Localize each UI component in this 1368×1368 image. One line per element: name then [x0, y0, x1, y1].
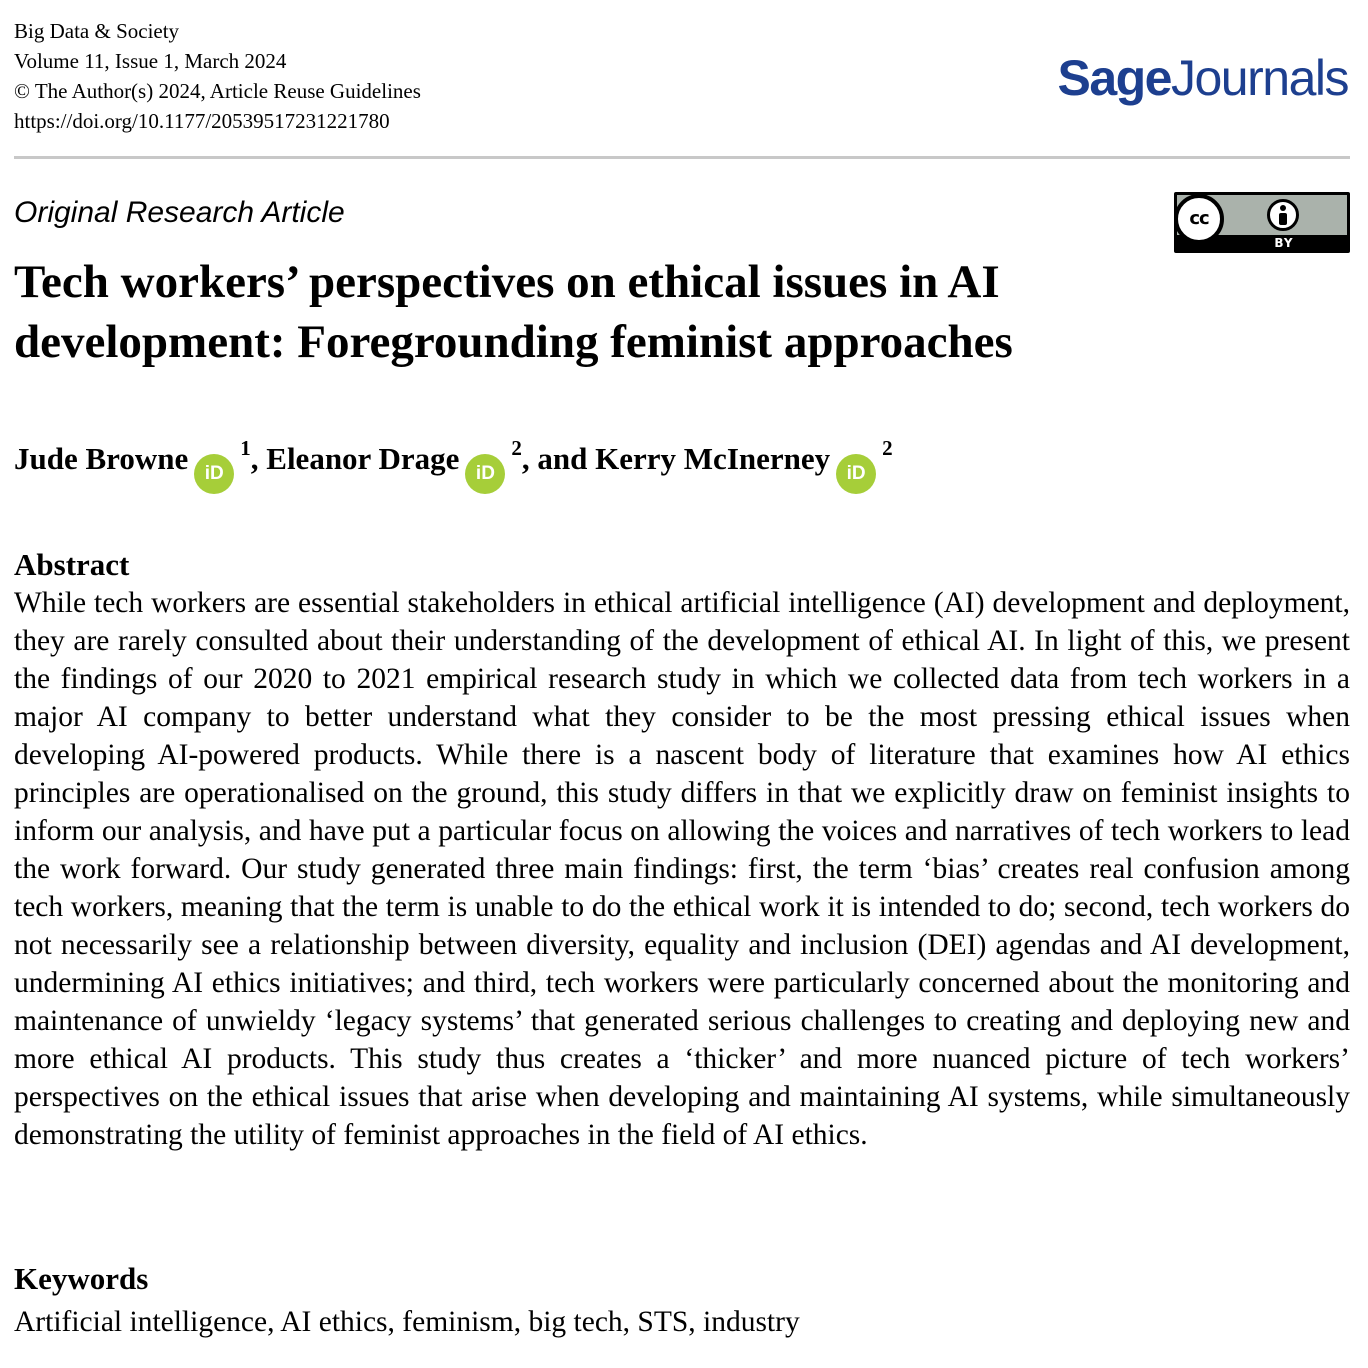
author-list [14, 436, 893, 494]
author-name[interactable]: Jude Browne [14, 441, 189, 476]
cc-icon: cc [1174, 194, 1224, 244]
author-separator: , and [521, 441, 596, 476]
affiliation-marker[interactable]: 2 [882, 436, 893, 460]
author-name[interactable]: Eleanor Drage [266, 441, 460, 476]
author-separator: , [250, 441, 267, 476]
journal-name[interactable]: Big Data & Society [14, 19, 180, 43]
doi-link[interactable]: https://doi.org/10.1177/20539517231221780 [14, 109, 390, 133]
abstract-heading: Abstract [14, 547, 130, 582]
logo-word-sage: Sage [1057, 50, 1171, 106]
sage-journals-logo[interactable] [1057, 48, 1348, 108]
logo-word-journals: Journals [1171, 50, 1348, 106]
affiliation-marker[interactable]: 2 [511, 436, 522, 460]
journal-issue[interactable]: Volume 11, Issue 1, March 2024 [14, 49, 287, 73]
keywords-text: Artificial intelligence, AI ethics, feminism, big tech, STS, industry [14, 1306, 800, 1338]
copyright-line[interactable]: © The Author(s) 2024, Article Reuse Guidelines [14, 79, 421, 103]
article-page [14, 0, 1350, 1368]
abstract-text: While tech workers are essential stakeholders in ethical artificial intelligence (AI) development and deployment, they are rarely consulted about their understanding of the development of ethical AI. In light of this, we present the findings of our 2020 to 2021 empirical research study in which we collected data from tech workers in a major AI company to better understand what they consider to be the most pressing ethical issues when developing AI-powered products. While there is a nascent body of literature that examines how AI ethics principles are operationalised on the ground, this study differs in that we explicitly draw on feminist insights to inform our analysis, and have put a particular focus on allowing the voices and narratives of tech workers to lead the work forward. Our study generated three main findings: first, the term ‘bias’ creates real confusion among tech workers, meaning that the term is unable to do the ethical work it is intended to do; second, tech workers do not necessarily see a relationship between diversity, equality and inclusion (DEI) agendas and AI development, undermining AI ethics initiatives; and third, tech workers were particularly concerned about the monitoring and maintenance of unwieldy ‘legacy systems’ that generated serious challenges to creating and deploying new and more ethical AI products. This study thus creates a ‘thicker’ and more nuanced picture of tech workers’ perspectives on the ethical issues that arise when developing and maintaining AI systems, while simultaneously demonstrating the utility of feminist approaches in the field of AI ethics. [14, 587, 1350, 1151]
person-head-shape [1280, 205, 1286, 211]
by-label: BY [1274, 236, 1294, 250]
article-title: Tech workers’ perspectives on ethical issues in AI development: Foregrounding feminist approaches [14, 256, 1013, 368]
journal-meta [14, 16, 421, 136]
author-name[interactable]: Kerry McInerney [595, 441, 831, 476]
cc-by-license-icon[interactable] [1174, 192, 1350, 253]
affiliation-marker[interactable]: 1 [240, 436, 251, 460]
header-divider [14, 156, 1350, 159]
keywords-heading: Keywords [14, 1261, 149, 1296]
attribution-person-icon [1267, 199, 1299, 231]
orcid-icon[interactable]: iD [465, 454, 505, 494]
person-body-shape [1279, 213, 1287, 225]
article-type: Original Research Article [14, 196, 345, 229]
orcid-icon[interactable]: iD [836, 454, 876, 494]
orcid-icon[interactable]: iD [194, 454, 234, 494]
